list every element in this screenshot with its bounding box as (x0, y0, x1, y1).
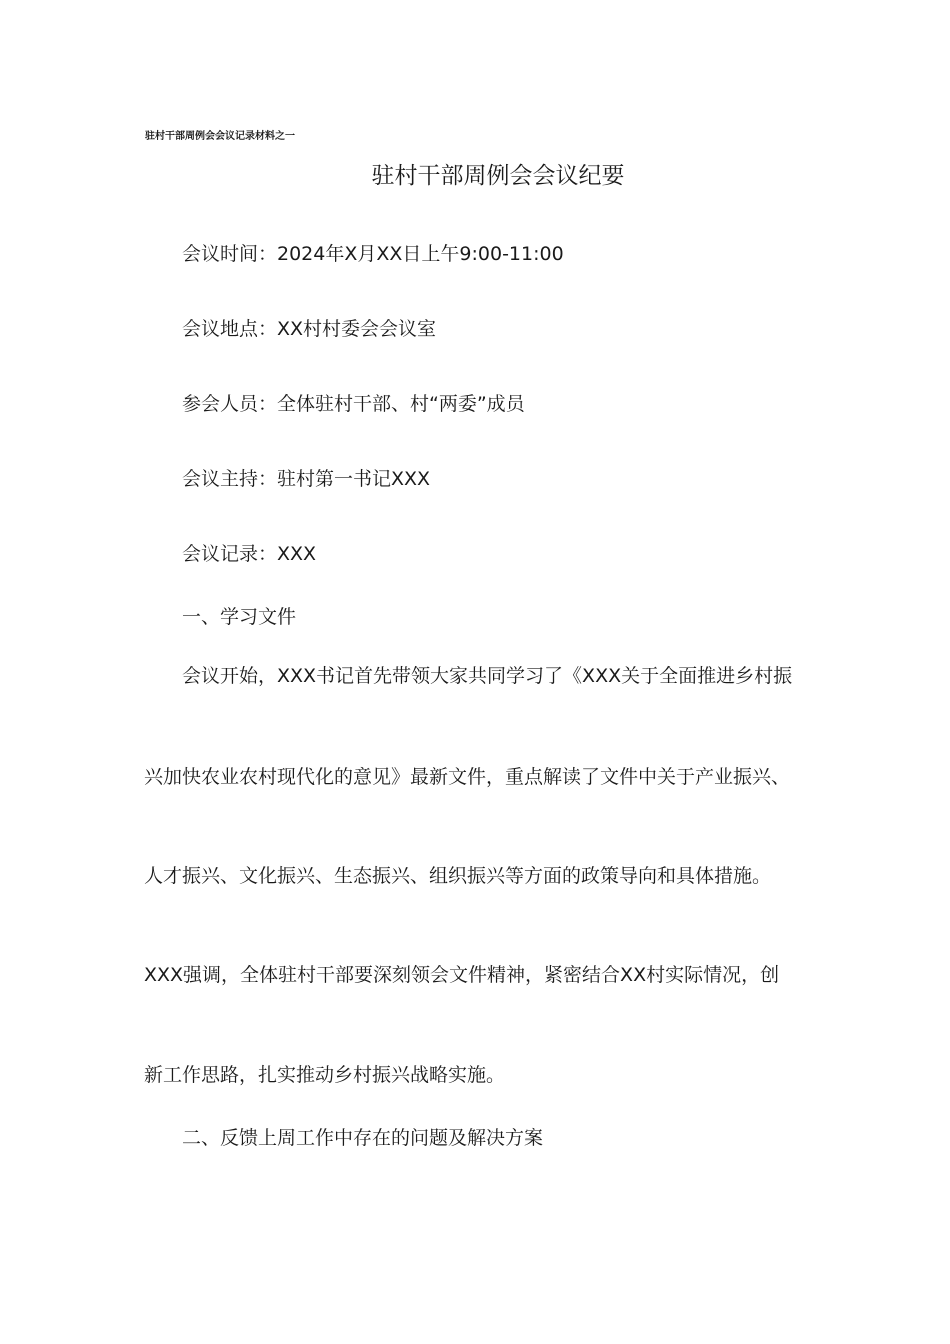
document-header: 驻村干部周例会会议记录材料之一 (145, 131, 295, 142)
paragraph-line: 人才振兴、文化振兴、生态振兴、组织振兴等方面的政策导向和具体措施。 (144, 865, 772, 887)
meeting-attendees: 参会人员：全体驻村干部、村“两委”成员 (182, 393, 525, 415)
document-title: 驻村干部周例会会议纪要 (371, 163, 625, 189)
meeting-host: 会议主持：驻村第一书记XXX (182, 468, 431, 490)
meeting-location: 会议地点：XX村村委会会议室 (182, 318, 437, 340)
meeting-time: 会议时间：2024年X月XX日上午9:00-11:00 (182, 243, 564, 265)
section-heading: 一、学习文件 (182, 606, 297, 628)
paragraph-line: 兴加快农业农村现代化的意见》最新文件，重点解读了文件中关于产业振兴、 (144, 766, 791, 788)
meeting-recorder: 会议记录：XXX (182, 543, 317, 565)
paragraph-line: XXX强调，全体驻村干部要深刻领会文件精神，紧密结合XX村实际情况，创 (144, 964, 780, 986)
section-heading: 二、反馈上周工作中存在的问题及解决方案 (182, 1127, 544, 1149)
paragraph-line: 新工作思路，扎实推动乡村振兴战略实施。 (144, 1064, 506, 1086)
paragraph-line: 会议开始，XXX书记首先带领大家共同学习了《XXX关于全面推进乡村振 (182, 665, 793, 687)
